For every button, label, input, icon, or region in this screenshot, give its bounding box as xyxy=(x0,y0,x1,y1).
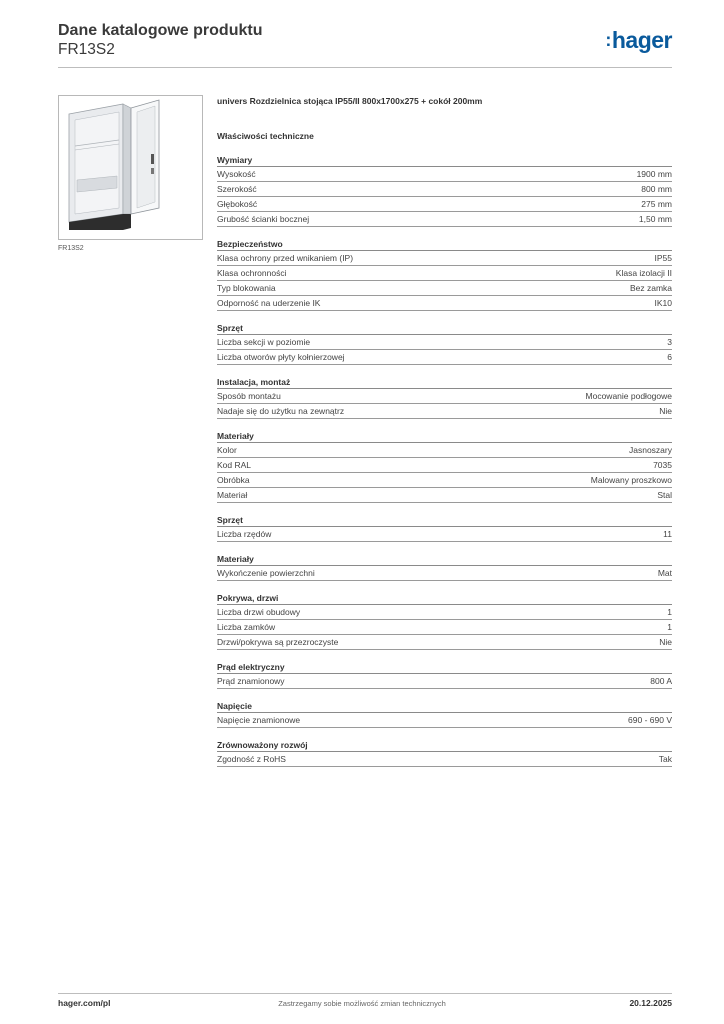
cabinet-illustration-icon xyxy=(59,96,202,239)
spec-row xyxy=(217,605,672,620)
footer-website: hager.com/pl xyxy=(58,998,111,1008)
page-header xyxy=(58,22,672,68)
spec-label: Odporność na uderzenie IK xyxy=(217,298,321,308)
spec-value: Nie xyxy=(659,406,672,416)
spec-value: 275 mm xyxy=(641,199,672,209)
spec-value: 6 xyxy=(667,352,672,362)
section-title: Prąd elektryczny xyxy=(217,662,672,674)
spec-value: 800 mm xyxy=(641,184,672,194)
footer-date: 20.12.2025 xyxy=(629,998,672,1008)
spec-value: 690 - 690 V xyxy=(628,715,672,725)
spec-sections xyxy=(217,155,672,767)
spec-row xyxy=(217,527,672,542)
spec-value: Mocowanie podłogowe xyxy=(585,391,672,401)
spec-row xyxy=(217,458,672,473)
spec-label: Liczba drzwi obudowy xyxy=(217,607,301,617)
spec-label: Grubość ścianki bocznej xyxy=(217,214,310,224)
spec-row xyxy=(217,443,672,458)
spec-value: Jasnoszary xyxy=(629,445,672,455)
spec-label: Kod RAL xyxy=(217,460,252,470)
section-title: Pokrywa, drzwi xyxy=(217,593,672,605)
spec-label: Zgodność z RoHS xyxy=(217,754,286,764)
spec-value: 1,50 mm xyxy=(638,214,672,224)
spec-label: Głębokość xyxy=(217,199,258,209)
spec-label: Klasa ochrony przed wnikaniem (IP) xyxy=(217,253,354,263)
spec-row xyxy=(217,296,672,311)
spec-row xyxy=(217,197,672,212)
spec-row xyxy=(217,281,672,296)
spec-section xyxy=(217,431,672,503)
spec-label: Liczba sekcji w poziomie xyxy=(217,337,311,347)
spec-value: 3 xyxy=(667,337,672,347)
header-divider xyxy=(58,67,672,68)
spec-section xyxy=(217,740,672,767)
spec-value: Nie xyxy=(659,637,672,647)
spec-value: IK10 xyxy=(654,298,672,308)
spec-section xyxy=(217,155,672,227)
spec-row xyxy=(217,350,672,365)
spec-row xyxy=(217,212,672,227)
spec-section xyxy=(217,377,672,419)
spec-section xyxy=(217,515,672,542)
specifications-panel xyxy=(217,96,672,767)
product-image xyxy=(58,95,203,240)
spec-section xyxy=(217,662,672,689)
spec-value: Klasa izolacji II xyxy=(615,268,672,278)
spec-label: Klasa ochronności xyxy=(217,268,287,278)
spec-row xyxy=(217,167,672,182)
technical-properties-heading: Właściwości techniczne xyxy=(217,131,314,141)
spec-label: Liczba rzędów xyxy=(217,529,272,539)
spec-row xyxy=(217,488,672,503)
spec-label: Liczba zamków xyxy=(217,622,276,632)
section-title: Materiały xyxy=(217,554,672,566)
logo-text: hager xyxy=(611,27,672,53)
spec-value: 11 xyxy=(663,529,672,539)
spec-section xyxy=(217,593,672,650)
spec-row xyxy=(217,566,672,581)
footer-notice: Zastrzegamy sobie możliwość zmian technicznych xyxy=(278,999,446,1008)
spec-row xyxy=(217,389,672,404)
spec-row xyxy=(217,752,672,767)
spec-value: IP55 xyxy=(654,253,672,263)
spec-row xyxy=(217,620,672,635)
spec-label: Liczba otworów płyty kołnierzowej xyxy=(217,352,345,362)
section-title: Instalacja, montaż xyxy=(217,377,672,389)
spec-value: Mat xyxy=(657,568,672,578)
section-title: Wymiary xyxy=(217,155,672,167)
section-title: Sprzęt xyxy=(217,323,672,335)
spec-label: Prąd znamionowy xyxy=(217,676,285,686)
spec-row xyxy=(217,251,672,266)
spec-label: Wysokość xyxy=(217,169,256,179)
spec-value: Malowany proszkowo xyxy=(590,475,672,485)
spec-section xyxy=(217,701,672,728)
spec-label: Materiał xyxy=(217,490,248,500)
spec-section xyxy=(217,239,672,311)
section-title: Materiały xyxy=(217,431,672,443)
spec-section xyxy=(217,554,672,581)
spec-value: Tak xyxy=(658,754,672,764)
hager-logo xyxy=(605,27,672,54)
spec-row xyxy=(217,473,672,488)
spec-label: Szerokość xyxy=(217,184,257,194)
product-code: FR13S2 xyxy=(58,41,115,58)
logo-colon-icon: : xyxy=(605,30,611,50)
spec-label: Drzwi/pokrywa są przezroczyste xyxy=(217,637,339,647)
spec-label: Nadaje się do użytku na zewnątrz xyxy=(217,406,345,416)
spec-row xyxy=(217,335,672,350)
spec-section xyxy=(217,323,672,365)
spec-value: 800 A xyxy=(650,676,672,686)
spec-label: Kolor xyxy=(217,445,237,455)
spec-label: Obróbka xyxy=(217,475,250,485)
spec-row xyxy=(217,182,672,197)
spec-row xyxy=(217,635,672,650)
product-description: univers Rozdzielnica stojąca IP55/II 800x1700x275 + cokół 200mm xyxy=(217,96,483,106)
spec-label: Napięcie znamionowe xyxy=(217,715,301,725)
section-title: Zrównoważony rozwój xyxy=(217,740,672,752)
spec-value: 1 xyxy=(667,607,672,617)
spec-value: Stal xyxy=(657,490,672,500)
spec-value: 1 xyxy=(667,622,672,632)
spec-label: Wykończenie powierzchni xyxy=(217,568,315,578)
spec-row xyxy=(217,266,672,281)
image-caption: FR13S2 xyxy=(58,245,84,252)
document-title: Dane katalogowe produktu xyxy=(58,22,263,39)
section-title: Sprzęt xyxy=(217,515,672,527)
spec-label: Typ blokowania xyxy=(217,283,276,293)
spec-label: Sposób montażu xyxy=(217,391,281,401)
spec-row xyxy=(217,404,672,419)
section-title: Napięcie xyxy=(217,701,672,713)
spec-row xyxy=(217,713,672,728)
spec-row xyxy=(217,674,672,689)
section-title: Bezpieczeństwo xyxy=(217,239,672,251)
spec-value: 7035 xyxy=(653,460,672,470)
spec-value: Bez zamka xyxy=(629,283,672,293)
footer-divider xyxy=(58,993,672,994)
spec-value: 1900 mm xyxy=(636,169,672,179)
